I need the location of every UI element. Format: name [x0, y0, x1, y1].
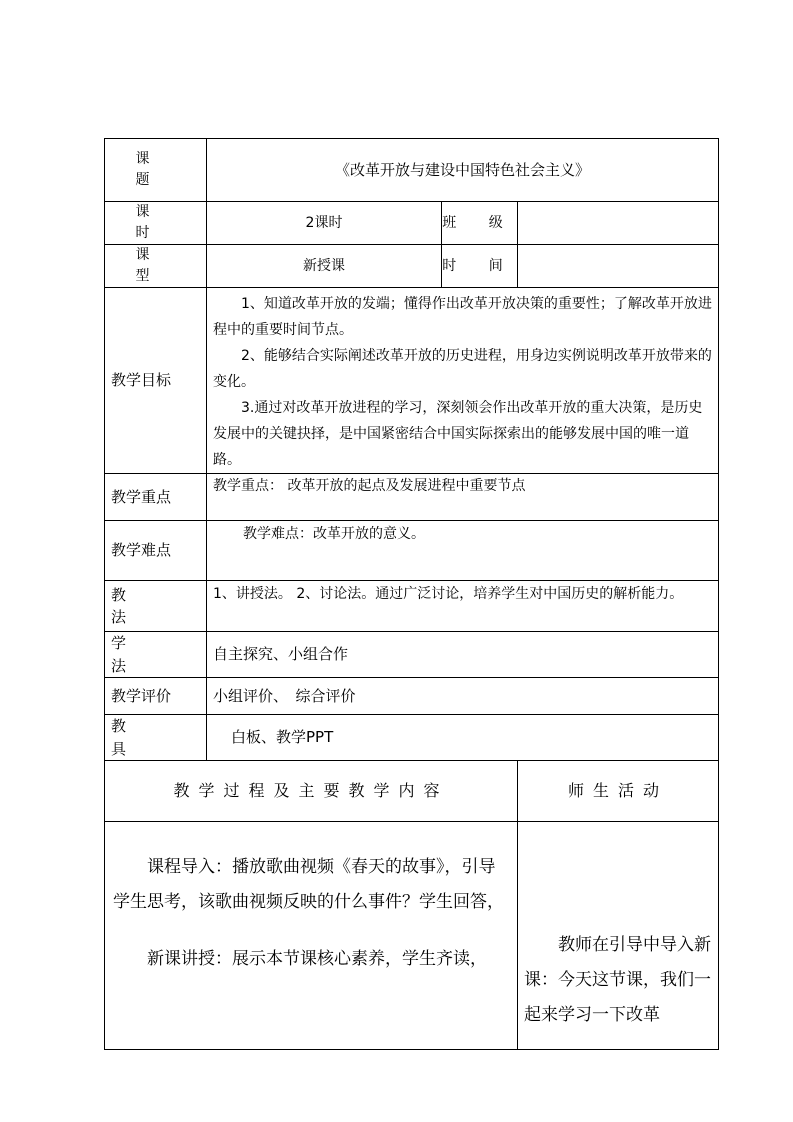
label-learning: 学 法 [105, 632, 207, 678]
row-title [105, 139, 719, 202]
row-process-body [105, 822, 719, 1050]
label-type: 课 型 [105, 245, 207, 288]
row-process-header [105, 761, 719, 822]
process-paragraph: 课程导入：播放歌曲视频《春天的故事》，引导学生思考，该歌曲视频反映的什么事件？学生回答， [113, 857, 504, 912]
label-eval: 教学评价 [105, 678, 207, 715]
goal-item: 3.通过对改革开放进程的学习，深刻领会作出改革开放的重大决策，是历史发展中的关键抉择，是中国紧密结合中国实际探索出的能够发展中国的唯一道路。 [213, 400, 703, 468]
row-method [105, 581, 719, 632]
lesson-title: 《改革开放与建设中国特色社会主义》 [207, 139, 719, 202]
row-key [105, 474, 719, 521]
label-class: 班 级 [442, 202, 518, 245]
row-type [105, 245, 719, 288]
label-time: 时 间 [442, 245, 518, 288]
value-difficult: 教学难点：改革开放的意义。 [207, 521, 719, 581]
value-hours: 2课时 [207, 202, 442, 245]
row-difficult [105, 521, 719, 581]
label-goals: 教学目标 [105, 288, 207, 474]
value-key: 教学重点： 改革开放的起点及发展进程中重要节点 [207, 474, 719, 521]
activity-paragraph: 教师在引导中导入新课：今天这节课，我们一起来学习一下改革 [524, 935, 711, 1025]
label-key: 教学重点 [105, 474, 207, 521]
label-difficult: 教学难点 [105, 521, 207, 581]
row-learning [105, 632, 719, 678]
goal-item: 2、能够结合实际阐述改革开放的历史进程，用身边实例说明改革开放带来的变化。 [213, 348, 712, 390]
label-tools: 教 具 [105, 715, 207, 761]
row-goals [105, 288, 719, 474]
row-tools [105, 715, 719, 761]
process-content [105, 822, 518, 1050]
activity-content [518, 822, 719, 1050]
label-method: 教 法 [105, 581, 207, 632]
value-time [518, 245, 719, 288]
value-class [518, 202, 719, 245]
row-eval [105, 678, 719, 715]
value-tools: 白板、教学PPT [207, 715, 719, 761]
goal-item: 1、知道改革开放的发端；懂得作出改革开放决策的重要性；了解改革开放进程中的重要时间节点。 [213, 296, 712, 338]
value-eval: 小组评价、 综合评价 [207, 678, 719, 715]
value-type: 新授课 [207, 245, 442, 288]
value-learning: 自主探究、小组合作 [207, 632, 719, 678]
label-topic: 课 题 [105, 139, 207, 202]
process-header-left: 教学过程及主要教学内容 [105, 761, 518, 822]
lesson-plan-table [104, 138, 719, 1050]
value-method: 1、讲授法。 2、讨论法。通过广泛讨论，培养学生对中国历史的解析能力。 [207, 581, 719, 632]
row-hours [105, 202, 719, 245]
label-hours: 课 时 [105, 202, 207, 245]
process-header-right: 师生活动 [518, 761, 719, 822]
goals-content [207, 288, 719, 474]
process-paragraph: 新课讲授：展示本节课核心素养，学生齐读， [147, 948, 487, 969]
